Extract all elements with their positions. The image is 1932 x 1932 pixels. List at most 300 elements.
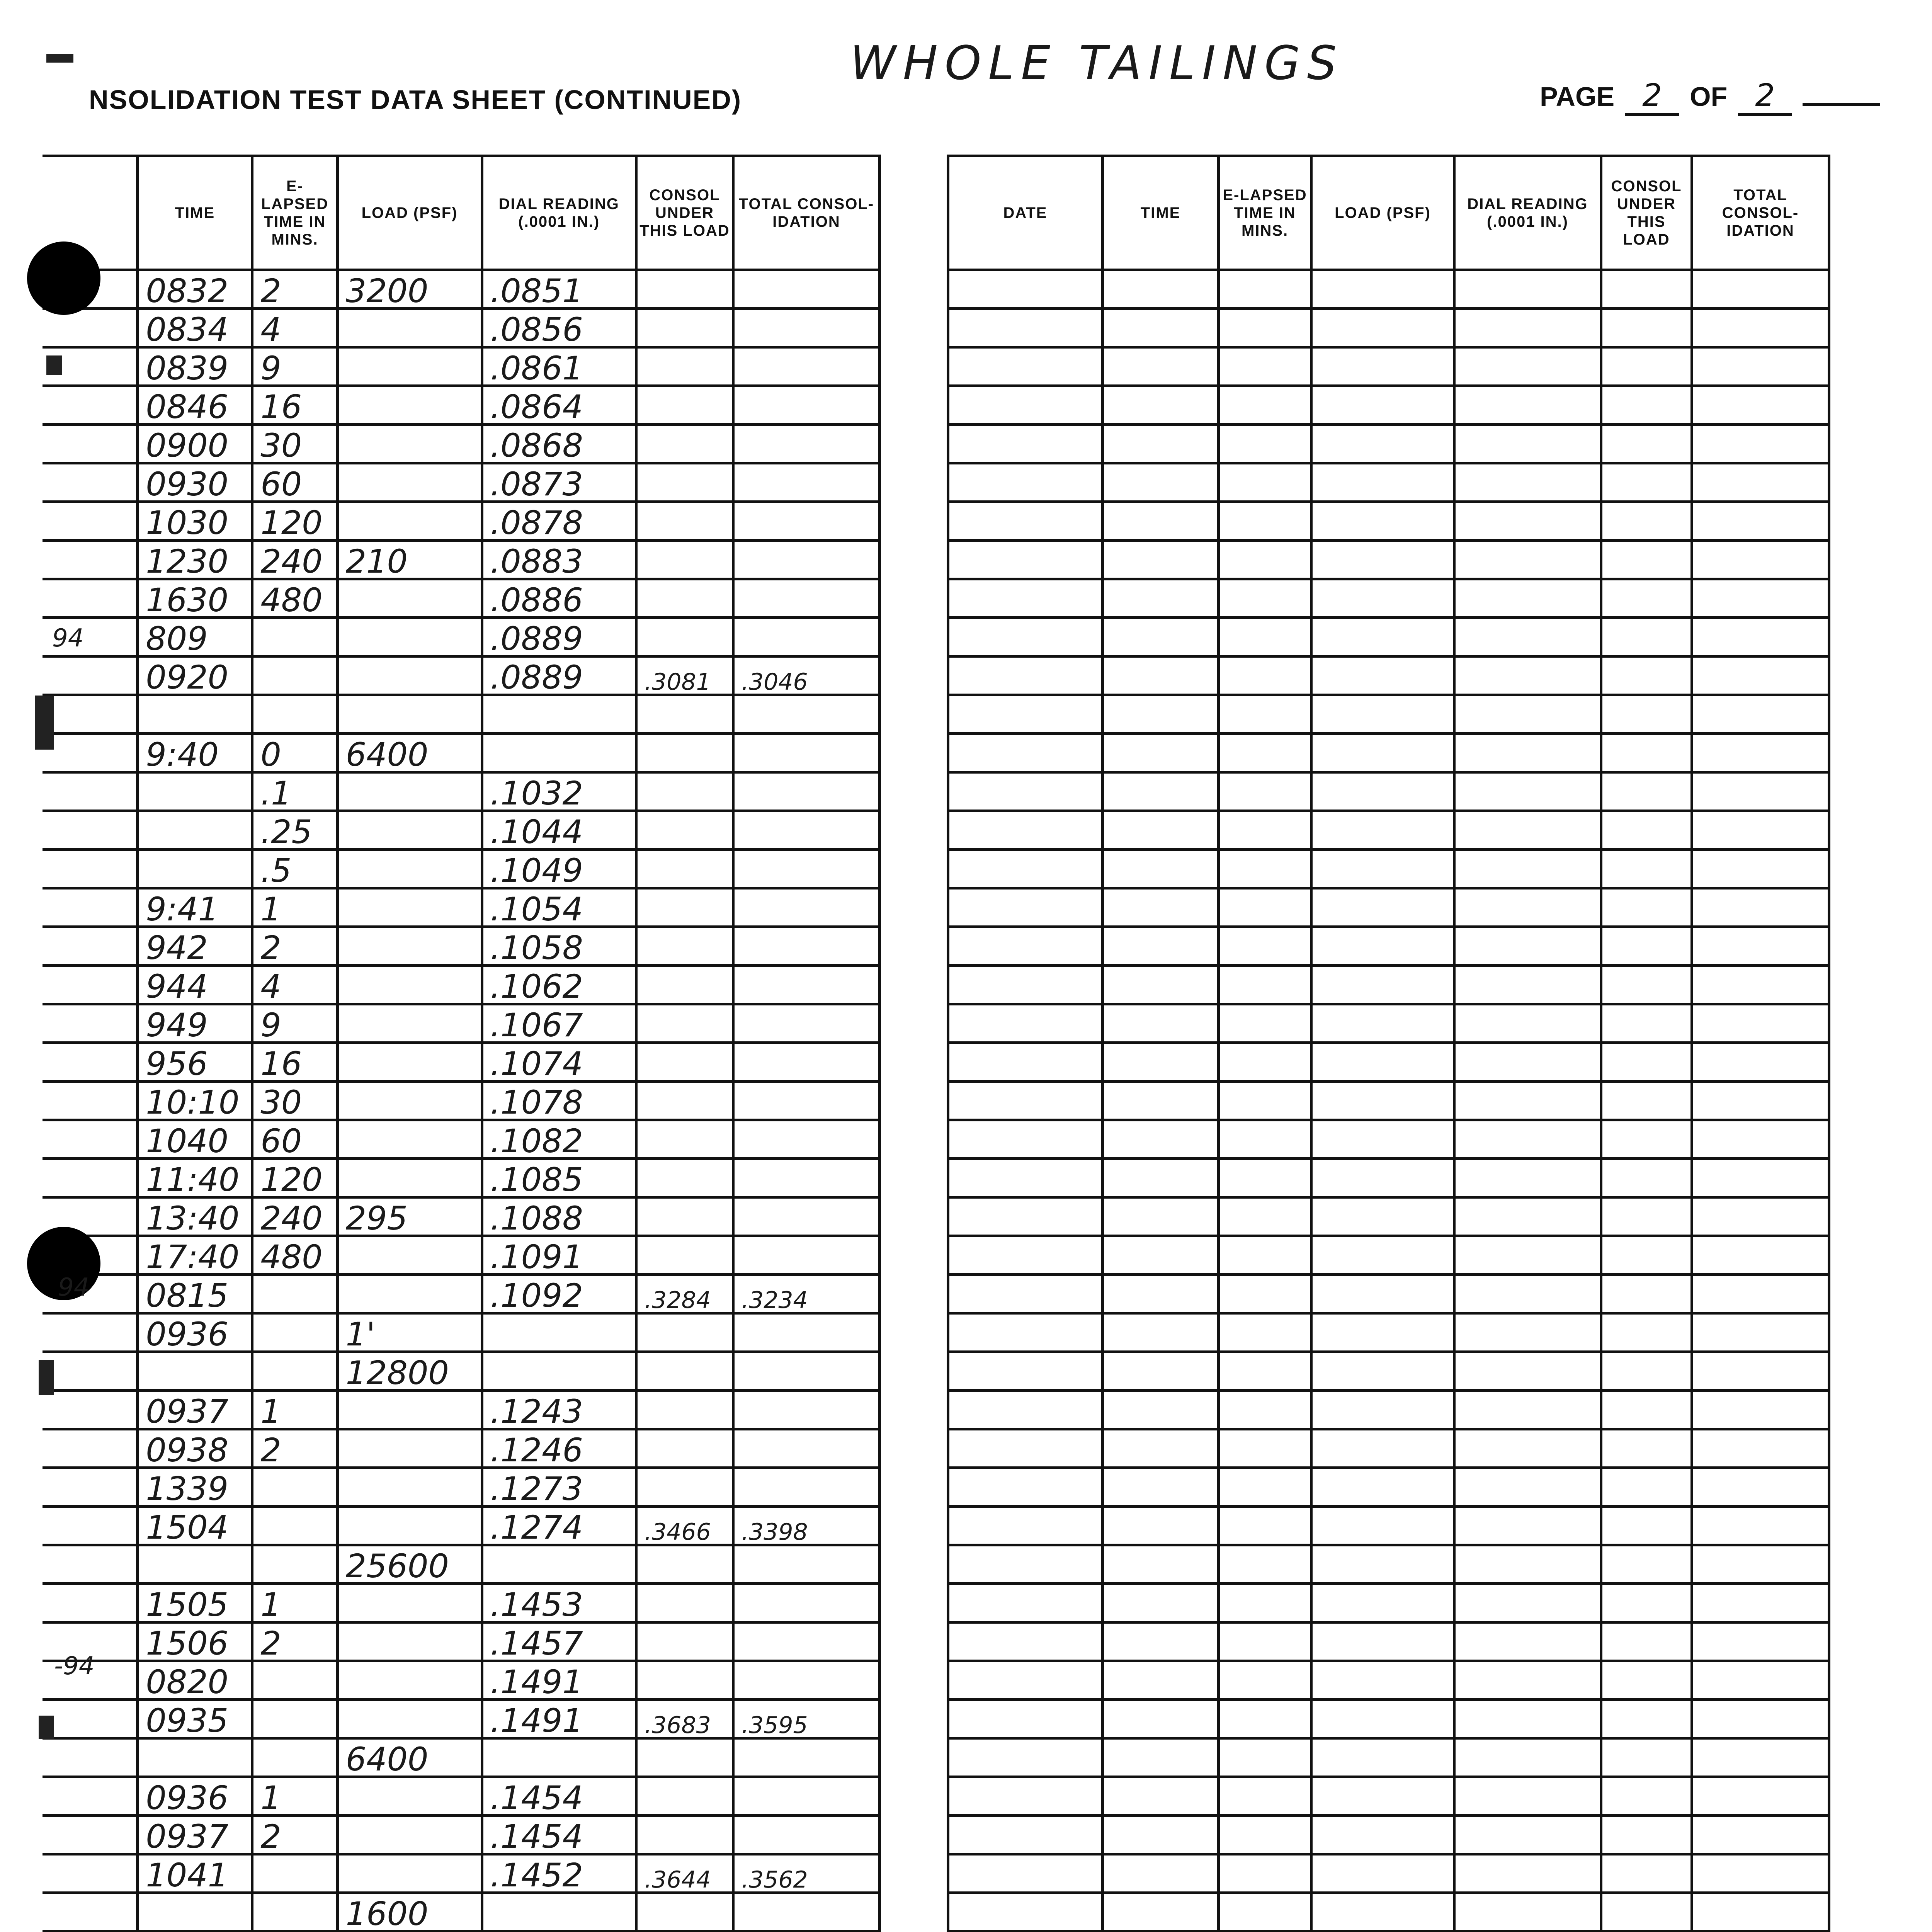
table-cell	[733, 966, 879, 1004]
table-cell	[482, 695, 636, 734]
table-cell: 2	[252, 270, 337, 309]
table-cell	[733, 1043, 879, 1082]
table-cell	[636, 579, 733, 618]
table-cell	[138, 1738, 252, 1777]
blank-cell	[948, 1507, 1103, 1545]
blank-cell	[1601, 695, 1692, 734]
blank-row	[948, 309, 1829, 347]
table-cell	[733, 579, 879, 618]
blank-cell	[1454, 1893, 1601, 1932]
blank-cell	[1454, 695, 1601, 734]
blank-cell	[1219, 695, 1311, 734]
blank-cell	[1454, 1043, 1601, 1082]
table-cell	[636, 1004, 733, 1043]
blank-cell	[1601, 1700, 1692, 1738]
blank-cell	[1601, 811, 1692, 850]
blank-cell	[1311, 1043, 1454, 1082]
blank-cell	[1692, 1661, 1829, 1700]
blank-cell	[1103, 541, 1219, 579]
blank-cell	[1103, 656, 1219, 695]
table-cell	[337, 579, 482, 618]
table-cell	[733, 695, 879, 734]
right-header-cell: TOTAL CONSOL-IDATION	[1692, 156, 1829, 270]
table-cell: 16	[252, 1043, 337, 1082]
blank-cell	[948, 1082, 1103, 1120]
blank-cell	[948, 1352, 1103, 1391]
blank-cell	[1311, 1468, 1454, 1507]
table-cell: 0820	[138, 1661, 252, 1700]
table-row	[43, 695, 880, 734]
table-cell: 0815	[138, 1275, 252, 1313]
table-cell: 1041	[138, 1854, 252, 1893]
blank-cell	[948, 309, 1103, 347]
table-row	[43, 927, 880, 966]
blank-row	[948, 1777, 1829, 1816]
table-row	[43, 425, 880, 463]
table-cell: 0935	[138, 1700, 252, 1738]
blank-cell	[1311, 1236, 1454, 1275]
blank-cell	[1601, 1661, 1692, 1700]
table-cell: .3595	[733, 1700, 879, 1738]
blank-cell	[1311, 1661, 1454, 1700]
blank-cell	[1692, 1082, 1829, 1120]
table-cell	[252, 1893, 337, 1932]
blank-cell	[1219, 772, 1311, 811]
table-cell: 30	[252, 1082, 337, 1120]
row-stub	[43, 850, 138, 888]
blank-cell	[1601, 1545, 1692, 1584]
table-row	[43, 579, 880, 618]
blank-cell	[1601, 1429, 1692, 1468]
blank-cell	[1601, 1738, 1692, 1777]
blank-cell	[1454, 927, 1601, 966]
blank-cell	[1219, 1816, 1311, 1854]
table-cell	[337, 1004, 482, 1043]
table-cell: .3081	[636, 656, 733, 695]
blank-cell	[1601, 1043, 1692, 1082]
table-row	[43, 1777, 880, 1816]
blank-cell	[1103, 1120, 1219, 1159]
table-cell	[337, 695, 482, 734]
table-row	[43, 502, 880, 541]
table-cell: .0861	[482, 347, 636, 386]
blank-cell	[1692, 1043, 1829, 1082]
table-cell: 0834	[138, 309, 252, 347]
table-cell	[482, 1313, 636, 1352]
blank-cell	[1103, 695, 1219, 734]
blank-cell	[1103, 1854, 1219, 1893]
blank-cell	[1311, 1816, 1454, 1854]
blank-cell	[1692, 1236, 1829, 1275]
table-cell	[636, 1352, 733, 1391]
table-row	[43, 1391, 880, 1429]
table-cell: .0889	[482, 618, 636, 656]
blank-cell	[1219, 850, 1311, 888]
table-cell	[636, 425, 733, 463]
table-cell	[733, 1622, 879, 1661]
table-cell: 1	[252, 888, 337, 927]
blank-cell	[1601, 618, 1692, 656]
blank-cell	[1692, 1854, 1829, 1893]
blank-cell	[1601, 1082, 1692, 1120]
blank-cell	[1692, 1120, 1829, 1159]
table-cell	[733, 618, 879, 656]
blank-cell	[1311, 1275, 1454, 1313]
blank-cell	[1454, 579, 1601, 618]
row-stub	[43, 1120, 138, 1159]
table-row	[43, 1352, 880, 1391]
table-cell	[636, 386, 733, 425]
table-cell	[636, 695, 733, 734]
blank-cell	[1454, 1313, 1601, 1352]
table-cell: .1044	[482, 811, 636, 850]
right-header-cell: DATE	[948, 156, 1103, 270]
blank-cell	[1219, 966, 1311, 1004]
table-cell: 0920	[138, 656, 252, 695]
table-cell: 942	[138, 927, 252, 966]
blank-cell	[1692, 541, 1829, 579]
blank-cell	[1454, 1545, 1601, 1584]
table-cell	[636, 502, 733, 541]
blank-cell	[1454, 1159, 1601, 1197]
table-cell: 0846	[138, 386, 252, 425]
blank-row	[948, 1236, 1829, 1275]
table-row	[43, 656, 880, 695]
row-stub	[43, 1004, 138, 1043]
blank-cell	[1103, 1661, 1219, 1700]
blank-row	[948, 1854, 1829, 1893]
table-row	[43, 734, 880, 772]
table-cell	[337, 1159, 482, 1197]
table-cell: .1049	[482, 850, 636, 888]
table-cell	[138, 772, 252, 811]
blank-cell	[948, 386, 1103, 425]
table-cell: 12800	[337, 1352, 482, 1391]
blank-cell	[1219, 347, 1311, 386]
blank-cell	[1601, 1313, 1692, 1352]
blank-cell	[1454, 1004, 1601, 1043]
table-cell	[252, 1545, 337, 1584]
table-cell	[252, 618, 337, 656]
blank-cell	[1311, 811, 1454, 850]
table-cell: 295	[337, 1197, 482, 1236]
blank-cell	[1103, 1236, 1219, 1275]
table-cell	[636, 1236, 733, 1275]
table-cell: 944	[138, 966, 252, 1004]
blank-cell	[948, 270, 1103, 309]
blank-cell	[1454, 1507, 1601, 1545]
table-cell	[337, 1275, 482, 1313]
blank-cell	[1103, 1275, 1219, 1313]
blank-row	[948, 618, 1829, 656]
blank-cell	[1601, 1391, 1692, 1429]
blank-cell	[1311, 1082, 1454, 1120]
blank-cell	[1219, 1854, 1311, 1893]
table-cell	[337, 347, 482, 386]
table-cell: .0873	[482, 463, 636, 502]
sheet-title: NSOLIDATION TEST DATA SHEET (CONTINUED)	[89, 85, 742, 115]
row-stub	[43, 1313, 138, 1352]
table-cell	[636, 927, 733, 966]
table-cell	[733, 1236, 879, 1275]
blank-cell	[1103, 1584, 1219, 1622]
table-cell: .3562	[733, 1854, 879, 1893]
table-row	[43, 1082, 880, 1120]
blank-cell	[948, 888, 1103, 927]
table-cell	[733, 1429, 879, 1468]
table-row	[43, 1738, 880, 1777]
table-cell	[733, 502, 879, 541]
blank-cell	[1219, 1236, 1311, 1275]
table-cell: .0886	[482, 579, 636, 618]
row-stub	[43, 1391, 138, 1429]
table-cell	[733, 811, 879, 850]
blank-cell	[1219, 1468, 1311, 1507]
row-stub	[43, 656, 138, 695]
blank-cell	[1103, 1159, 1219, 1197]
blank-cell	[1219, 1507, 1311, 1545]
table-cell	[337, 386, 482, 425]
blank-cell	[1103, 734, 1219, 772]
blank-cell	[1103, 1043, 1219, 1082]
blank-cell	[1311, 966, 1454, 1004]
left-header-cell: TOTAL CONSOL-IDATION	[733, 156, 879, 270]
table-cell	[733, 270, 879, 309]
table-cell	[337, 656, 482, 695]
table-cell	[733, 1893, 879, 1932]
row-stub	[43, 927, 138, 966]
table-cell	[482, 1352, 636, 1391]
blank-cell	[1692, 309, 1829, 347]
table-cell	[337, 1854, 482, 1893]
blank-cell	[1103, 1622, 1219, 1661]
blank-cell	[1601, 656, 1692, 695]
table-cell: 9:40	[138, 734, 252, 772]
table-cell: .0889	[482, 656, 636, 695]
blank-cell	[1219, 1777, 1311, 1816]
blank-cell	[1692, 1313, 1829, 1352]
table-cell	[337, 1777, 482, 1816]
blank-cell	[1601, 309, 1692, 347]
blank-cell	[1219, 1352, 1311, 1391]
blank-cell	[1454, 1082, 1601, 1120]
blank-cell	[1219, 1004, 1311, 1043]
blank-cell	[1311, 425, 1454, 463]
table-cell	[733, 1777, 879, 1816]
right-header-cell: DIAL READING (.0001 IN.)	[1454, 156, 1601, 270]
blank-cell	[1692, 1197, 1829, 1236]
blank-cell	[1219, 1197, 1311, 1236]
blank-row	[948, 1352, 1829, 1391]
blank-cell	[948, 695, 1103, 734]
blank-cell	[1219, 1275, 1311, 1313]
table-cell: 0839	[138, 347, 252, 386]
blank-cell	[1219, 502, 1311, 541]
table-cell	[337, 1507, 482, 1545]
right-data-table	[947, 155, 1830, 1932]
table-cell	[337, 1700, 482, 1738]
table-cell	[337, 1622, 482, 1661]
row-stub	[43, 425, 138, 463]
table-row	[43, 1854, 880, 1893]
table-cell	[636, 1468, 733, 1507]
table-cell	[337, 309, 482, 347]
table-cell	[252, 1854, 337, 1893]
blank-cell	[1219, 463, 1311, 502]
blank-cell	[1311, 270, 1454, 309]
table-cell	[252, 1738, 337, 1777]
table-cell: .3284	[636, 1275, 733, 1313]
table-row	[43, 888, 880, 927]
blank-cell	[1692, 1429, 1829, 1468]
blank-row	[948, 811, 1829, 850]
blank-cell	[1454, 850, 1601, 888]
blank-cell	[1219, 888, 1311, 927]
table-cell: 0930	[138, 463, 252, 502]
table-cell	[138, 1893, 252, 1932]
blank-cell	[948, 1545, 1103, 1584]
blank-row	[948, 1159, 1829, 1197]
blank-cell	[948, 1700, 1103, 1738]
table-cell: .1092	[482, 1275, 636, 1313]
blank-cell	[1311, 1545, 1454, 1584]
table-cell: 60	[252, 1120, 337, 1159]
blank-cell	[948, 1738, 1103, 1777]
blank-cell	[1692, 1777, 1829, 1816]
blank-cell	[1311, 1391, 1454, 1429]
blank-cell	[1454, 1429, 1601, 1468]
blank-cell	[1692, 656, 1829, 695]
blank-cell	[1454, 1622, 1601, 1661]
row-stub	[43, 309, 138, 347]
left-header-cell: LOAD (PSF)	[337, 156, 482, 270]
table-cell	[482, 1893, 636, 1932]
table-cell: 949	[138, 1004, 252, 1043]
table-cell	[733, 541, 879, 579]
blank-cell	[948, 1159, 1103, 1197]
table-cell: .1074	[482, 1043, 636, 1082]
blank-cell	[1454, 1352, 1601, 1391]
table-row	[43, 1236, 880, 1275]
blank-cell	[1454, 1236, 1601, 1275]
blank-cell	[1454, 734, 1601, 772]
blank-cell	[1601, 1584, 1692, 1622]
row-stub	[43, 1352, 138, 1391]
blank-cell	[1601, 1468, 1692, 1507]
blank-cell	[1454, 888, 1601, 927]
table-cell	[138, 1352, 252, 1391]
hole-punch-top	[27, 242, 100, 315]
blank-cell	[1454, 425, 1601, 463]
blank-cell	[948, 502, 1103, 541]
table-cell	[138, 695, 252, 734]
row-stub	[43, 1738, 138, 1777]
table-cell: .0883	[482, 541, 636, 579]
right-header-cell: E-LAPSED TIME IN MINS.	[1219, 156, 1311, 270]
blank-cell	[1103, 1429, 1219, 1468]
table-cell: .1032	[482, 772, 636, 811]
blank-cell	[948, 1854, 1103, 1893]
table-cell: .1453	[482, 1584, 636, 1622]
blank-cell	[1219, 734, 1311, 772]
blank-cell	[1103, 811, 1219, 850]
blank-row	[948, 1661, 1829, 1700]
blank-cell	[1219, 1082, 1311, 1120]
table-row	[43, 1275, 880, 1313]
blank-cell	[1311, 1854, 1454, 1893]
table-cell	[636, 1043, 733, 1082]
page-word: PAGE	[1540, 82, 1615, 112]
blank-cell	[1219, 1893, 1311, 1932]
table-cell	[636, 1893, 733, 1932]
table-cell: .1067	[482, 1004, 636, 1043]
blank-cell	[1454, 656, 1601, 695]
blank-row	[948, 927, 1829, 966]
table-row	[43, 1700, 880, 1738]
table-cell: 1030	[138, 502, 252, 541]
blank-cell	[948, 618, 1103, 656]
blank-cell	[948, 541, 1103, 579]
table-row	[43, 1043, 880, 1082]
blank-cell	[1601, 888, 1692, 927]
blank-row	[948, 656, 1829, 695]
blank-cell	[1311, 1197, 1454, 1236]
table-cell: .1452	[482, 1854, 636, 1893]
table-row	[43, 1429, 880, 1468]
blank-row	[948, 1468, 1829, 1507]
blank-cell	[1454, 1661, 1601, 1700]
blank-cell	[1601, 386, 1692, 425]
table-cell: .5	[252, 850, 337, 888]
table-cell	[636, 734, 733, 772]
table-cell	[636, 1429, 733, 1468]
table-cell	[337, 888, 482, 927]
table-cell: .1491	[482, 1661, 636, 1700]
blank-cell	[1103, 1893, 1219, 1932]
blank-cell	[948, 1429, 1103, 1468]
table-cell	[482, 1545, 636, 1584]
table-cell	[636, 541, 733, 579]
table-cell	[252, 695, 337, 734]
row-stub	[43, 1507, 138, 1545]
table-cell: .1246	[482, 1429, 636, 1468]
blank-cell	[1103, 502, 1219, 541]
blank-cell	[1219, 541, 1311, 579]
table-row	[43, 1004, 880, 1043]
table-cell	[337, 1468, 482, 1507]
row-stub	[43, 1816, 138, 1854]
blank-cell	[948, 811, 1103, 850]
table-cell: .1078	[482, 1082, 636, 1120]
blank-cell	[1311, 734, 1454, 772]
table-cell: 0	[252, 734, 337, 772]
blank-cell	[1219, 1545, 1311, 1584]
blank-cell	[1103, 1777, 1219, 1816]
table-cell	[636, 309, 733, 347]
table-cell: .1082	[482, 1120, 636, 1159]
blank-cell	[1311, 309, 1454, 347]
blank-row	[948, 1120, 1829, 1159]
row-stub	[43, 695, 138, 734]
table-cell	[138, 850, 252, 888]
blank-row	[948, 1816, 1829, 1854]
row-stub	[43, 1468, 138, 1507]
blank-cell	[1601, 734, 1692, 772]
table-cell: 16	[252, 386, 337, 425]
table-cell	[733, 347, 879, 386]
table-cell: 210	[337, 541, 482, 579]
table-cell: 13:40	[138, 1197, 252, 1236]
